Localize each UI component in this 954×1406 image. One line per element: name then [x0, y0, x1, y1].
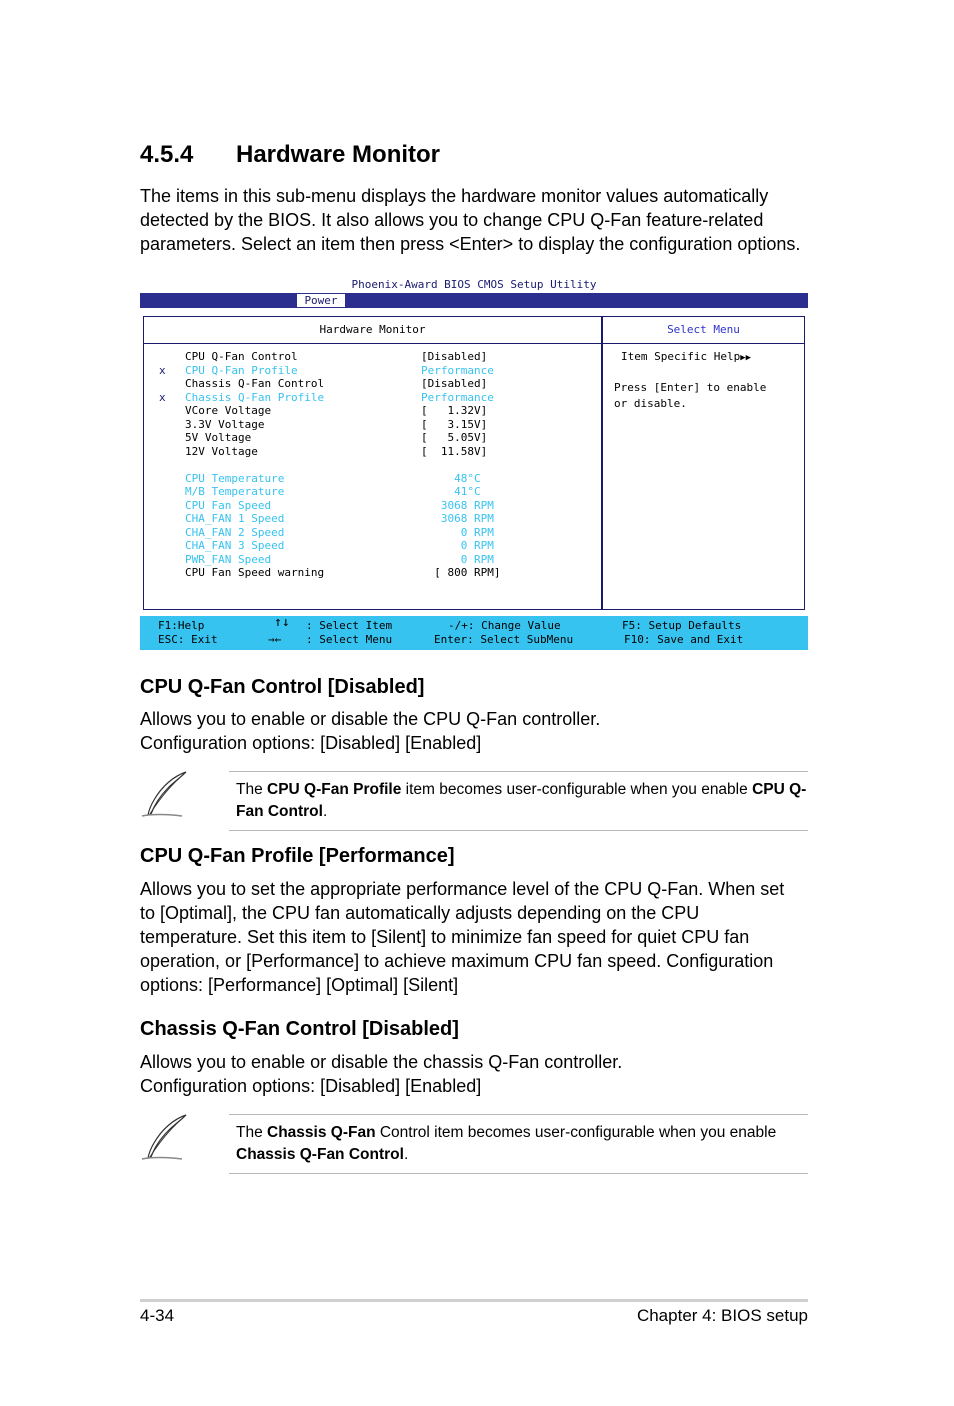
bios-item-value: 0 RPM — [421, 525, 494, 539]
bios-help-panel — [602, 316, 805, 610]
chapter-label: Chapter 4: BIOS setup — [636, 1306, 808, 1325]
intro-paragraph: The items in this sub-menu displays the hardware monitor values automatically detected by the BIOS. It also allows you to change CPU Q-Fan feature-related parameters. Select an item then press <Enter> to display the configuration options. — [140, 186, 801, 254]
note-feather-icon — [138, 770, 190, 820]
bios-item-value: [ 11.58V] — [421, 444, 488, 458]
bios-item-value: [ 800 RPM] — [421, 566, 501, 579]
bios-item-label: CPU Q-Fan Profile — [185, 363, 298, 377]
bios-screen — [140, 276, 808, 650]
bios-item-value: [ 3.15V] — [421, 417, 488, 431]
help-heading — [621, 349, 751, 366]
tab-power[interactable]: Power — [297, 294, 345, 307]
bios-item-value: Performance — [421, 390, 494, 404]
bios-item-row[interactable] — [144, 364, 601, 378]
note-divider-bottom — [229, 830, 808, 831]
chassis-qfan-note — [236, 1122, 811, 1166]
footer-rule — [140, 1299, 808, 1302]
bios-item-value: 48°C — [421, 471, 481, 485]
note-feather-icon — [138, 1113, 190, 1163]
bios-item-row[interactable] — [144, 431, 601, 445]
bios-item-row[interactable] — [144, 445, 601, 459]
section-heading — [140, 141, 440, 169]
bios-item-row[interactable] — [144, 377, 601, 391]
key-f5-defaults: F5: Setup Defaults — [622, 619, 742, 632]
bios-item-label: CPU Q-Fan Control — [185, 350, 298, 363]
bios-item-label: Chassis Q-Fan Control — [185, 377, 325, 390]
bios-item-row[interactable] — [144, 539, 601, 553]
double-arrow-icon: ▶▶ — [740, 353, 752, 363]
cpu-qfan-profile-heading: CPU Q-Fan Profile [Performance] — [140, 845, 455, 867]
bios-item-label: Chassis Q-Fan Profile — [185, 390, 325, 404]
bios-item-row[interactable] — [144, 499, 601, 513]
bios-item-list — [144, 350, 601, 580]
note-divider-top — [229, 1114, 808, 1115]
disabled-marker: x — [159, 363, 166, 377]
note-text: . — [322, 803, 328, 820]
bios-item-value: 0 RPM — [421, 539, 494, 552]
bios-item-value: [Disabled] — [421, 350, 488, 363]
bios-item-label: PWR_FAN Speed — [185, 552, 272, 566]
note-bold: CPU Q-Fan Profile — [267, 781, 402, 798]
help-body: Press [Enter] to enable or disable. — [614, 381, 767, 410]
bios-item-value: [ 1.32V] — [421, 404, 488, 417]
cpu-qfan-note — [236, 779, 811, 823]
bios-item-label: 3.3V Voltage — [185, 417, 265, 431]
key-change-value: -/+: Change Value — [448, 619, 561, 632]
key-esc-exit: ESC: Exit — [158, 633, 218, 646]
bios-item-row[interactable] — [144, 566, 601, 580]
key-f1-help: F1:Help — [158, 619, 205, 632]
bios-item-value: 41°C — [421, 485, 481, 498]
disabled-marker: x — [159, 390, 166, 404]
bios-item-value: [ 5.05V] — [421, 431, 488, 444]
left-right-arrow-icon: →← — [268, 633, 282, 646]
bios-item-value: 3068 RPM — [421, 498, 494, 512]
chassis-qfan-control-heading: Chassis Q-Fan Control [Disabled] — [140, 1018, 459, 1040]
note-text: Control item becomes user-configurable when you enable — [375, 1124, 777, 1141]
bios-item-row[interactable] — [144, 512, 601, 526]
bios-main-panel — [143, 316, 602, 610]
bios-item-label: CPU Temperature — [185, 471, 285, 485]
bios-item-value: Performance — [421, 363, 494, 377]
bios-item-label: M/B Temperature — [185, 485, 285, 498]
page-number: 4-34 — [140, 1306, 175, 1325]
bios-item-row[interactable] — [144, 485, 601, 499]
bios-item-row[interactable] — [144, 404, 601, 418]
chassis-qfan-control-body: Allows you to enable or disable the chassis Q-Fan controller. Configuration options: [Disabled] [Enabled] — [140, 1052, 623, 1096]
bios-item-row[interactable] — [144, 391, 601, 405]
bios-panel-title: Hardware Monitor — [144, 317, 601, 344]
note-bold: Chassis Q-Fan Control — [236, 1146, 404, 1163]
section-number: 4.5.4 — [140, 141, 194, 168]
key-select-menu: : Select Menu — [306, 633, 393, 646]
bios-item-row[interactable] — [144, 553, 601, 567]
bios-item-label: CPU Fan Speed warning — [185, 566, 325, 579]
cpu-qfan-control-body: Allows you to enable or disable the CPU Q-Fan controller. Configuration options: [Disabled] [Enabled] — [140, 709, 601, 753]
bios-item-label: CHA_FAN 1 Speed — [185, 512, 285, 525]
bios-help-title: Select Menu — [603, 317, 804, 344]
bios-item-row[interactable] — [144, 350, 601, 364]
bios-item-label: CHA_FAN 3 Speed — [185, 539, 285, 552]
key-f10-save: F10: Save and Exit — [624, 633, 744, 646]
bios-item-label: 5V Voltage — [185, 431, 252, 444]
bios-item-label: VCore Voltage — [185, 404, 272, 417]
cpu-qfan-profile-body: Allows you to set the appropriate performance level of the CPU Q-Fan. When set to [Optimal], the CPU fan automatically adjusts depending on the CPU temperature. Set this item to [Silent] to minimize fan speed for quiet CPU fan operation, or [Performance] to achieve maximum CPU fan speed. Configuration options: [Performance] [Optimal] [Silent] — [140, 879, 785, 995]
note-bold: CPU Q-Fan Control — [236, 781, 807, 820]
bios-utility-title: Phoenix-Award BIOS CMOS Setup Utility — [140, 276, 808, 294]
bios-item-row[interactable] — [144, 418, 601, 432]
help-heading-text: Item Specific Help — [621, 350, 741, 363]
bios-item-row — [144, 458, 601, 472]
cpu-qfan-control-heading: CPU Q-Fan Control [Disabled] — [140, 676, 425, 698]
note-divider-top — [229, 771, 808, 772]
bios-item-value: 3068 RPM — [421, 512, 494, 525]
note-divider-bottom — [229, 1173, 808, 1174]
note-bold: Chassis Q-Fan — [267, 1124, 376, 1141]
note-text: item becomes user-configurable when you enable — [401, 781, 753, 798]
key-enter-submenu: Enter: Select SubMenu — [434, 633, 574, 646]
note-text: The — [236, 1124, 268, 1141]
bios-item-row[interactable] — [144, 472, 601, 486]
bios-item-value: 0 RPM — [421, 552, 494, 566]
note-text: . — [403, 1146, 409, 1163]
bios-item-label: CHA_FAN 2 Speed — [185, 525, 285, 539]
bios-item-row[interactable] — [144, 526, 601, 540]
bios-menu-bar — [140, 293, 808, 308]
bios-item-value: [Disabled] — [421, 377, 488, 390]
bios-item-label: 12V Voltage — [185, 444, 258, 458]
note-text: The — [236, 781, 268, 798]
section-title: Hardware Monitor — [236, 141, 441, 168]
key-select-item: : Select Item — [306, 619, 393, 632]
bios-item-label: CPU Fan Speed — [185, 498, 272, 512]
bios-key-legend — [140, 616, 808, 650]
up-down-arrow-icon: ↑↓ — [274, 615, 290, 630]
